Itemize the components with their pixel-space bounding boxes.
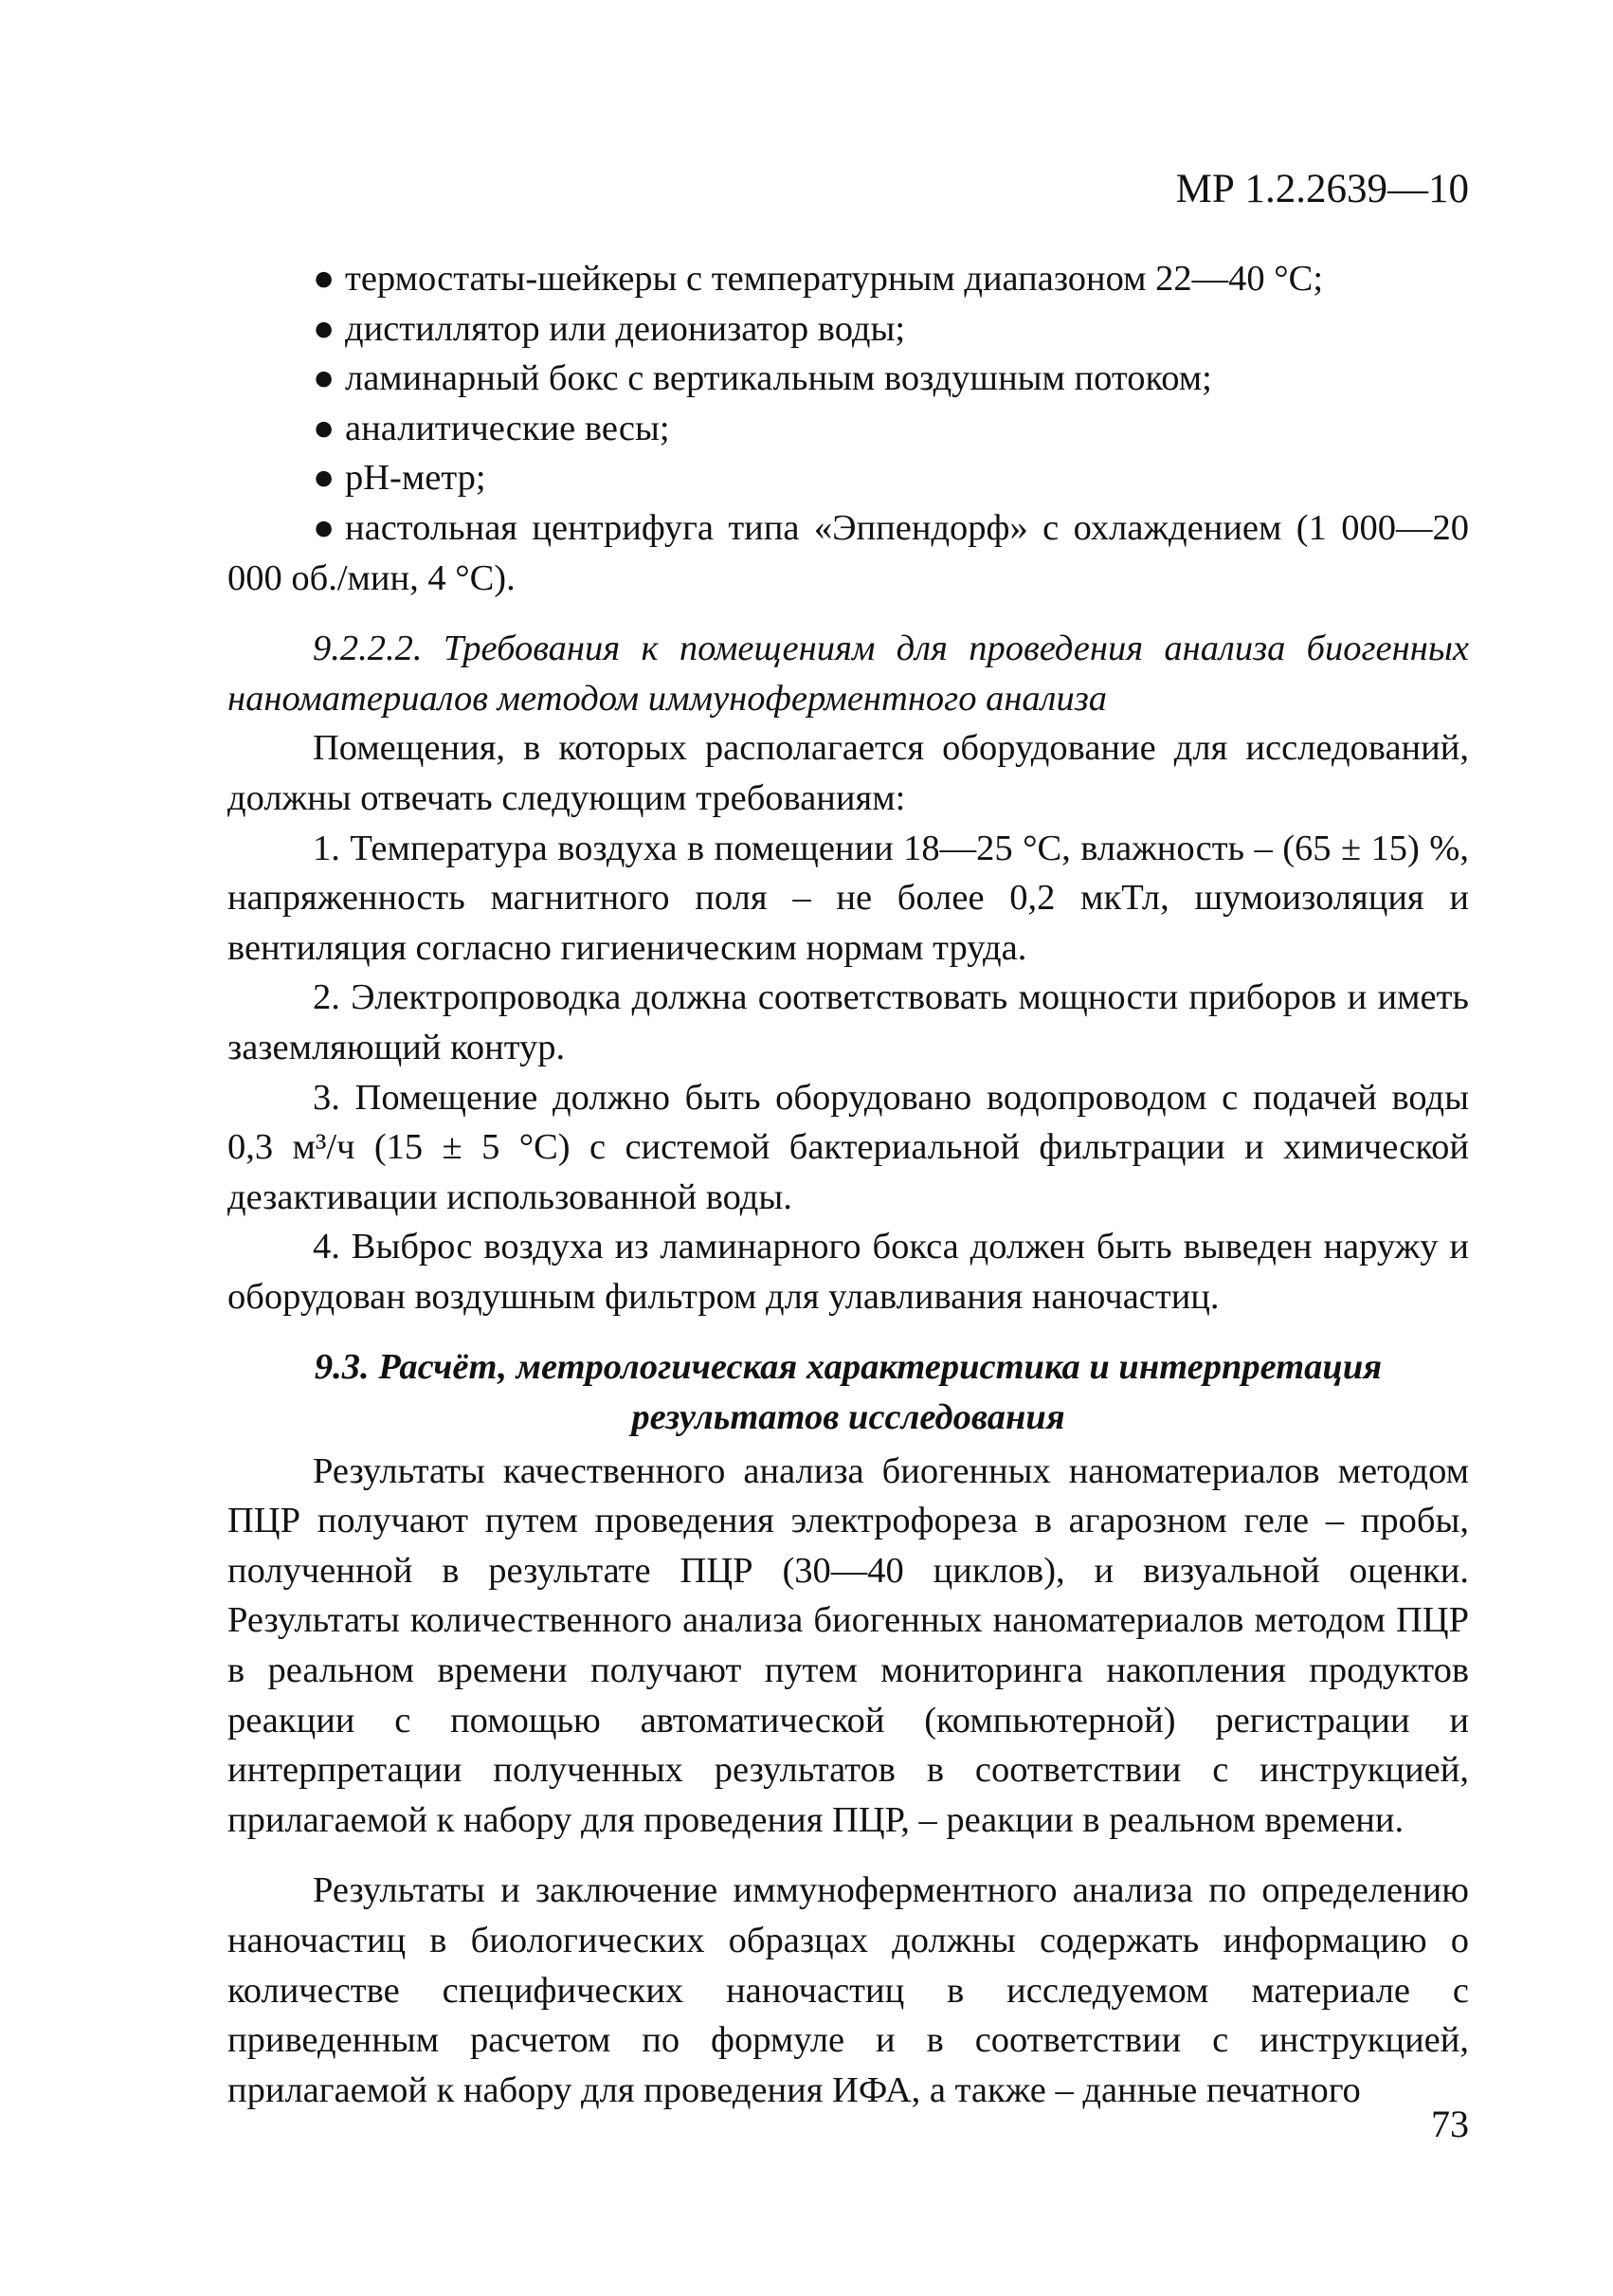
body-paragraph: Результаты качественного анализа биогенных наноматериалов методом ПЦР получают путем проведения электрофореза в агарозном геле – пробы, полученной в результате ПЦР (30—40 циклов), и визуальной оценки. Результаты количественного анализа биогенных наноматериалов методом ПЦР в реальном времени получают путем мониторинга накопления продуктов реакции с помощью автоматической (компьютерной) регистрации и интерпретации полученных результатов в соответствии с инструкцией, прилагаемой к набору для проведения ПЦР, – реакции в реальном времени.: [227, 1450, 1469, 1840]
list-item: [227, 453, 1469, 503]
requirement-item: 4. Выброс воздуха из ламинарного бокса должен быть выведен наружу и оборудован воздушным фильтром для улавливания наночастиц.: [227, 1227, 1469, 1317]
document-page: [227, 0, 1469, 2296]
body-paragraph: Результаты и заключение иммуноферментного анализа по определению наночастиц в биологических образцах должны содержать информацию о количестве специфических наночастиц в исследуемом материале с приведенным расчетом по формуле и в соответствии с инструкцией, прилагаемой к набору для проведения ИФА, а также – данные печатного: [227, 1870, 1469, 2110]
document-code-header: МР 1.2.2639—10: [1175, 167, 1469, 211]
list-item: [227, 254, 1469, 304]
subsection-intro: Помещения, в которых располагается оборудование для исследований, должны отвечать следующим требованиям:: [227, 728, 1469, 818]
list-item: [227, 503, 1469, 603]
subsection-title: 9.2.2.2. Требования к помещениям для проведения анализа биогенных наноматериалов методом иммуноферментного анализа: [227, 629, 1469, 719]
page-body: [227, 254, 1469, 2115]
bullet-icon: ●: [313, 458, 335, 499]
bullet-icon: ●: [313, 308, 335, 349]
bullet-text: термостаты-шейкеры с температурным диапазоном 22—40 °С;: [345, 259, 1324, 299]
list-item: [227, 304, 1469, 355]
requirement-item: 1. Температура воздуха в помещении 18—25 °С, влажность – (65 ± 15) %, напряженность магнитного поля – не более 0,2 мкТл, шумоизоляция и вентиляция согласно гигиеническим нормам труда.: [227, 828, 1469, 968]
bullet-text: ламинарный бокс с вертикальным воздушным потоком;: [345, 358, 1212, 399]
list-item: [227, 354, 1469, 404]
bullet-icon: ●: [313, 408, 335, 448]
requirement-item: 2. Электропроводка должна соответствовать мощности приборов и иметь заземляющий контур.: [227, 977, 1469, 1067]
bullet-icon: ●: [313, 507, 335, 548]
list-item: [227, 404, 1469, 454]
bullet-text: дистиллятор или деионизатор воды;: [345, 308, 906, 349]
bullet-text: аналитические весы;: [345, 408, 670, 448]
section-title: 9.3. Расчёт, метрологическая характеристика и интерпретация результатов исследования: [314, 1347, 1383, 1438]
bullet-icon: ●: [313, 259, 335, 299]
requirement-item: 3. Помещение должно быть оборудовано водопроводом с подачей воды 0,3 м³/ч (15 ± 5 °С) с системой бактериальной фильтрации и химической дезактивации использованной воды.: [227, 1077, 1469, 1217]
bullet-text: настольная центрифуга типа «Эппендорф» с охлаждением (1 000—20 000 об./мин, 4 °С).: [227, 507, 1469, 598]
bullet-icon: ●: [313, 358, 335, 399]
page-number: 73: [1431, 2103, 1469, 2145]
bullet-text: рН-метр;: [345, 458, 486, 499]
